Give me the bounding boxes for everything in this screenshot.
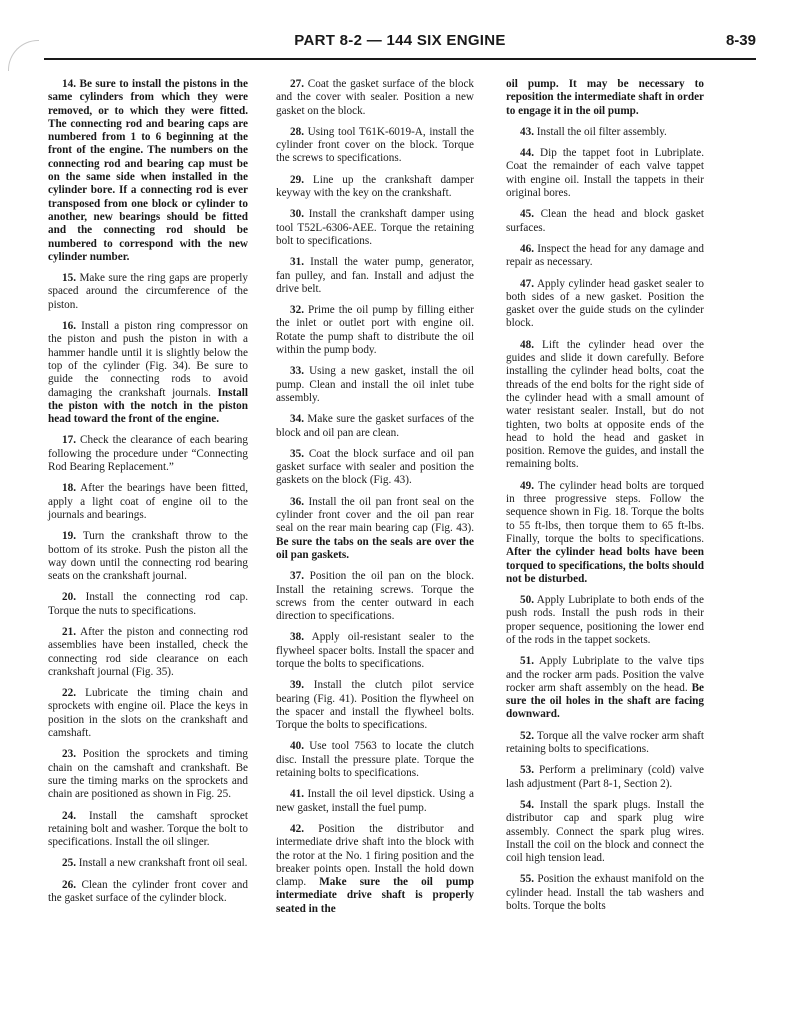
step-text: Make sure the gasket surfaces of the block and oil pan are clean. (276, 413, 475, 439)
step-number: 46. (520, 242, 534, 255)
step-number: 32. (290, 304, 304, 317)
procedure-step (276, 496, 474, 562)
procedure-step (506, 480, 704, 586)
step-text: Install the water pump, generator, fan pulley, and fan. Install and adjust the drive belt. (276, 256, 475, 295)
step-number: 29. (290, 173, 304, 186)
procedure-step (506, 278, 704, 331)
step-text: Position the distributor and intermediate drive shaft into the block with the rotor at the No. 1 firing position and the breaker points open. Install the hold down clamp. (276, 822, 475, 889)
procedure-step (506, 339, 704, 472)
procedure-step (276, 365, 474, 405)
step-number: 20. (62, 591, 76, 604)
step-number: 25. (62, 857, 76, 870)
procedure-step (48, 78, 248, 264)
procedure-step (276, 78, 474, 118)
step-text: Lift the cylinder head over the guides and slide it down carefully. Before installing the cylinder head bolts, coat the threads of the end bolts for the right side of the cylinder head with a small amount of water resistant sealer. Install, but do not tighten, two bolts at opposite ends of the head to hold the head and gasket in position. Remove the guides, and install the remaining bolts. (506, 338, 705, 471)
procedure-step (506, 764, 704, 791)
page-number: 8-39 (725, 32, 756, 49)
step-emphasis: After the cylinder head bolts have been torqued to specifications, the bolts should not be disturbed. (506, 546, 704, 585)
step-text: Line up the crankshaft damper keyway with the key on the crankshaft. (276, 173, 474, 200)
step-text: Apply oil-resistant sealer to the flywheel spacer bolts. Install the spacer and torque the bolts to specifications. (276, 631, 474, 670)
step-text: After the bearings have been fitted, apply a light coat of engine oil to the journals and bearings. (48, 482, 248, 521)
procedure-step (276, 679, 474, 732)
procedure-step (506, 594, 704, 647)
step-text: Install the connecting rod cap. Torque the nuts to specifications. (48, 591, 249, 617)
procedure-step (48, 434, 248, 474)
procedure-step (48, 482, 248, 522)
step-text: Clean the cylinder front cover and the gasket surface of the cylinder block. (48, 878, 248, 905)
step-emphasis: Be sure the oil holes in the shaft are facing downward. (506, 681, 704, 721)
step-number: 17. (62, 434, 76, 447)
step-text: Dip the tappet foot in Lubriplate. Coat the remainder of each valve tappet with engine oil. Install the tappets in their original bores. (506, 147, 705, 200)
procedure-step (506, 873, 704, 913)
step-text: Turn the crankshaft throw to the bottom of its stroke. Push the piston all the way down until the connecting rod bearing seats on the crankshaft journal. (48, 530, 248, 583)
procedure-step (506, 730, 704, 757)
step-text: Make sure the ring gaps are properly spaced around the circumference of the piston. (48, 272, 248, 311)
step-text: Coat the block surface and oil pan gasket surface with sealer and position the gaskets on the block (Fig. 43). (276, 447, 474, 487)
procedure-step (276, 304, 474, 357)
step-number: 54. (520, 798, 534, 811)
procedure-step (276, 448, 474, 488)
step-text: Torque all the valve rocker arm shaft retaining bolts to specifications. (506, 729, 704, 756)
step-text: Position the exhaust manifold on the cylinder head. Install the tab washers and bolts. Torque the bolts (506, 873, 704, 913)
procedure-step (506, 78, 704, 118)
step-number: 47. (520, 277, 534, 290)
step-number: 49. (520, 479, 534, 492)
step-number: 24. (62, 809, 76, 822)
step-text: Apply cylinder head gasket sealer to both sides of a new gasket. Position the gasket over the guide studs on the cylinder block. (506, 277, 704, 330)
step-number: 51. (520, 655, 534, 668)
step-number: 18. (62, 482, 76, 495)
step-number: 52. (520, 729, 534, 742)
step-text: Inspect the head for any damage and repair as necessary. (506, 242, 705, 269)
step-number: 50. (520, 594, 534, 607)
procedure-step (276, 256, 474, 296)
step-number: 45. (520, 208, 534, 221)
step-number: 39. (290, 679, 304, 692)
step-text: Using tool T61K-6019-A, install the cylinder front cover on the block. Torque the screws to specifications. (276, 125, 474, 165)
step-text: Install the crankshaft damper using tool T52L-6306-AEE. Torque the retaining bolt to specifications. (276, 208, 475, 247)
step-emphasis: oil pump. It may be necessary to reposition the intermediate shaft in order to engage it in the oil pump. (506, 78, 704, 117)
procedure-step (48, 320, 248, 426)
step-number: 14. (62, 78, 76, 90)
step-number: 53. (520, 764, 534, 777)
procedure-step (506, 208, 704, 235)
column-3 (506, 78, 704, 921)
procedure-step (48, 857, 248, 870)
procedure-step (276, 174, 474, 201)
column-2 (276, 78, 474, 924)
procedure-step (506, 147, 704, 200)
step-emphasis: Install the piston with the notch in the piston head toward the front of the engine. (48, 386, 248, 426)
page-header (44, 28, 756, 60)
step-text: Clean the head and block gasket surfaces. (506, 208, 704, 234)
step-number: 23. (62, 748, 76, 761)
step-number: 43. (520, 125, 534, 138)
step-number: 22. (62, 687, 76, 700)
step-text: Install the oil pan front seal on the cylinder front cover and the oil pan rear seal on the rear main bearing cap (Fig. 43). (276, 495, 475, 535)
step-text: Lubricate the timing chain and sprockets with engine oil. Place the keys in position in the slots on the crankshaft and camshaft. (48, 687, 249, 740)
step-number: 16. (62, 320, 76, 333)
step-text: Using a new gasket, install the oil pump. Clean and install the oil inlet tube assembly. (276, 365, 474, 404)
step-text: Perform a preliminary (cold) valve lash adjustment (Part 8-1, Section 2). (506, 764, 705, 790)
step-text: Install the spark plugs. Install the distributor cap and spark plug wire assembly. Connect the spark plug wires. Install the coil on the block and connect the coil high tension lead. (506, 798, 704, 865)
step-text: Use tool 7563 to locate the clutch disc. Install the pressure plate. Torque the retaining bolts to specifications. (276, 740, 474, 780)
step-number: 38. (290, 631, 304, 644)
step-number: 19. (62, 530, 76, 543)
step-text: The cylinder head bolts are torqued in three progressive steps. Follow the sequence shown in Fig. 18. Torque the bolts to 55 ft-lbs, then torque them to 65 ft-lbs. Finally, torque the bolts to specifications. (506, 479, 704, 545)
step-number: 41. (290, 788, 304, 801)
step-number: 26. (62, 878, 76, 891)
step-text: Install a piston ring compressor on the piston and push the piston in with a hammer handle until it is slightly below the top of the cylinder (Fig. 34). Be sure to guide the connecting rods to avoid damaging the crankshaft journals. (48, 320, 249, 399)
step-text: After the piston and connecting rod assemblies have been installed, check the connecting rod side clearance on each crankshaft journal (Fig. 35). (48, 625, 248, 678)
step-number: 35. (290, 447, 304, 460)
procedure-step (48, 272, 248, 312)
procedure-step (48, 748, 248, 801)
procedure-step (276, 631, 474, 671)
column-1 (48, 78, 248, 913)
text-columns (48, 78, 758, 1008)
step-number: 42. (290, 822, 304, 835)
step-number: 30. (290, 208, 304, 221)
step-text: Coat the gasket surface of the block and the cover with sealer. Position a new gasket on the block. (276, 78, 475, 117)
step-number: 48. (520, 338, 534, 351)
procedure-step (276, 570, 474, 623)
step-emphasis: Be sure the tabs on the seals are over the oil pan gaskets. (276, 535, 474, 561)
step-text: Apply Lubriplate to the valve tips and the rocker arm pads. Position the valve rocker arm shaft assembly on the head. (506, 655, 704, 694)
step-text: Install the camshaft sprocket retaining bolt and washer. Torque the bolt to specifications. Install the oil slinger. (48, 809, 248, 849)
step-number: 21. (62, 625, 76, 638)
procedure-step (48, 687, 248, 740)
step-number: 15. (62, 272, 76, 285)
procedure-step (48, 591, 248, 618)
step-emphasis: Make sure the oil pump intermediate drive shaft is properly seated in the (276, 876, 475, 915)
step-number: 44. (520, 147, 534, 160)
scan-corner-mark (8, 40, 39, 71)
procedure-step (48, 530, 248, 583)
step-text: Install a new crankshaft front oil seal. (78, 857, 248, 870)
procedure-step (48, 810, 248, 850)
step-number: 27. (290, 78, 304, 90)
procedure-step (48, 626, 248, 679)
procedure-step (276, 823, 474, 916)
procedure-step (276, 788, 474, 815)
procedure-step (506, 655, 704, 721)
step-number: 36. (290, 495, 304, 508)
procedure-step (276, 740, 474, 780)
step-text: Position the oil pan on the block. Install the retaining screws. Torque the screws from the center outward in each direction to specifications. (276, 570, 475, 623)
step-text: Install the oil level dipstick. Using a new gasket, install the fuel pump. (276, 788, 474, 814)
step-emphasis: Be sure to install the pistons in the same cylinders from which they were removed, or to which they were fitted. The connecting rod and bearing caps are numbered from 1 to 6 beginning at the front of the engine. The numbers on the connecting rod and bearing cap must be on the same side when installed in the cylinder bore. If a connecting rod is ever transposed from one block or cylinder to another, new bearings should be fitted and the connecting rod should be numbered to correspond with the new cylinder number. (48, 78, 248, 263)
step-number: 34. (290, 413, 304, 426)
section-title: PART 8-2 — 144 SIX ENGINE (294, 32, 506, 49)
step-text: Prime the oil pump by filling either the inlet or outlet port with engine oil. Rotate the pump shaft to distribute the oil within the pump body. (276, 304, 474, 357)
step-text: Apply Lubriplate to both ends of the push rods. Install the push rods in their proper sequence, positioning the lower end of the rods in the tappet sockets. (506, 594, 704, 646)
step-text: Install the clutch pilot service bearing (Fig. 41). Position the flywheel on the spacer and install the flywheel bolts. Torque the bolts to specifications. (276, 679, 475, 732)
step-text: Position the sprockets and timing chain on the camshaft and crankshaft. Be sure the timing marks on the sprockets and chain are positioned as shown in Fig. 25. (48, 748, 248, 801)
procedure-step (506, 126, 704, 139)
procedure-step (276, 208, 474, 248)
procedure-step (506, 243, 704, 270)
step-text: Check the clearance of each bearing following the procedure under “Connecting Rod Bearing Replacement.” (48, 434, 248, 474)
procedure-step (276, 126, 474, 166)
step-number: 55. (520, 873, 534, 886)
step-number: 31. (290, 256, 304, 269)
step-number: 33. (290, 365, 304, 378)
step-number: 37. (290, 570, 304, 583)
step-number: 28. (290, 125, 304, 138)
step-number: 40. (290, 740, 304, 753)
procedure-step (506, 799, 704, 865)
procedure-step (276, 413, 474, 440)
step-text: Install the oil filter assembly. (536, 125, 667, 138)
procedure-step (48, 879, 248, 906)
